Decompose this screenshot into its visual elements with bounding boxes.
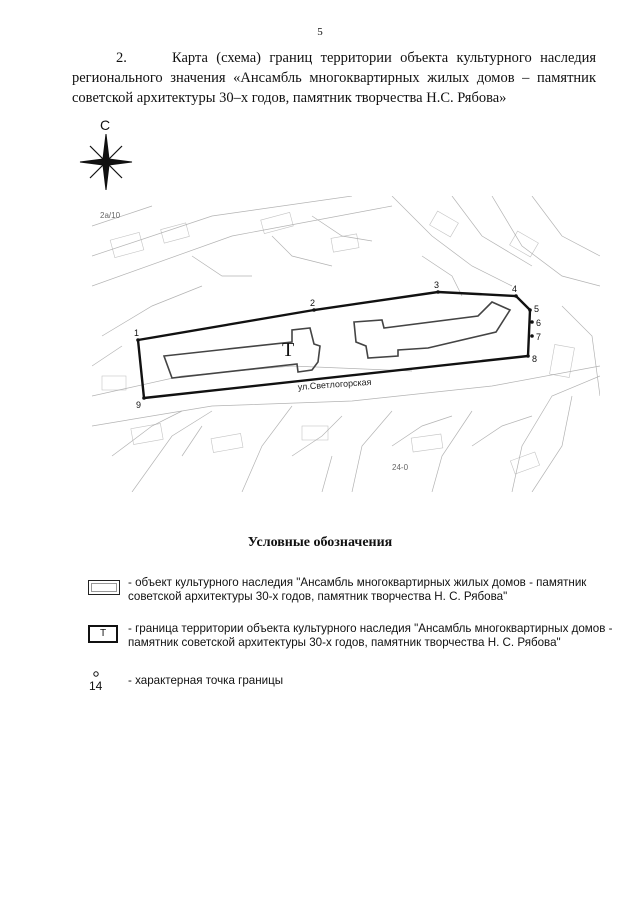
- point-label: 6: [536, 318, 542, 328]
- point-label: 9: [136, 400, 142, 410]
- map-bottom-label: 24-0: [392, 463, 409, 472]
- point-label: 2: [310, 298, 316, 308]
- legend-text: - характерная точка границы: [128, 674, 284, 687]
- boundary-point-symbol-icon: [88, 670, 114, 696]
- north-label: С: [100, 118, 111, 133]
- point-label: 8: [532, 354, 538, 364]
- point-label: 4: [512, 284, 518, 294]
- street-label: ул.Светлогорская: [297, 376, 372, 392]
- heritage-object-symbol-icon: [88, 580, 120, 595]
- zone-label: Т: [282, 339, 295, 361]
- heritage-building-west: [164, 328, 320, 378]
- legend-text: - граница территории объекта культурного наследия "Ансамбль многоквартирных домов - памятник советской архитектуры 30-х годов, памятник творчества Н. С. Рябова": [128, 622, 613, 649]
- point-label: 5: [534, 304, 540, 314]
- boundary-map: [92, 196, 600, 492]
- heading-text: Карта (схема) границ территории объекта культурного наследия регионального значения «Ансамбль многоквартирных жилых домов – памятник советской архитектуры 30–х годов, памятник творчества Н.С. Рябова»: [72, 50, 596, 106]
- map-background-streets: [92, 196, 600, 492]
- point-label: 3: [434, 280, 440, 290]
- heritage-building-east: [354, 302, 510, 358]
- boundary-points: [134, 280, 541, 410]
- point-label: 7: [536, 332, 542, 342]
- legend-text: - объект культурного наследия "Ансамбль многоквартирных жилых домов - памятник советской архитектуры 30-х годов, памятник творчества Н. С. Рябова": [128, 576, 587, 603]
- north-arrow-icon: [78, 118, 134, 190]
- page-number: 5: [317, 26, 323, 38]
- legend-title: Условные обозначения: [247, 535, 393, 550]
- map-heading: [72, 48, 596, 108]
- map-side-label: 2а/10: [100, 211, 121, 220]
- point-symbol-label: 14: [89, 679, 103, 693]
- territory-boundary-symbol-icon: Т: [88, 625, 118, 643]
- map-background-blocks: [102, 211, 574, 474]
- heading-number: 2.: [116, 50, 127, 66]
- point-label: 1: [134, 328, 140, 338]
